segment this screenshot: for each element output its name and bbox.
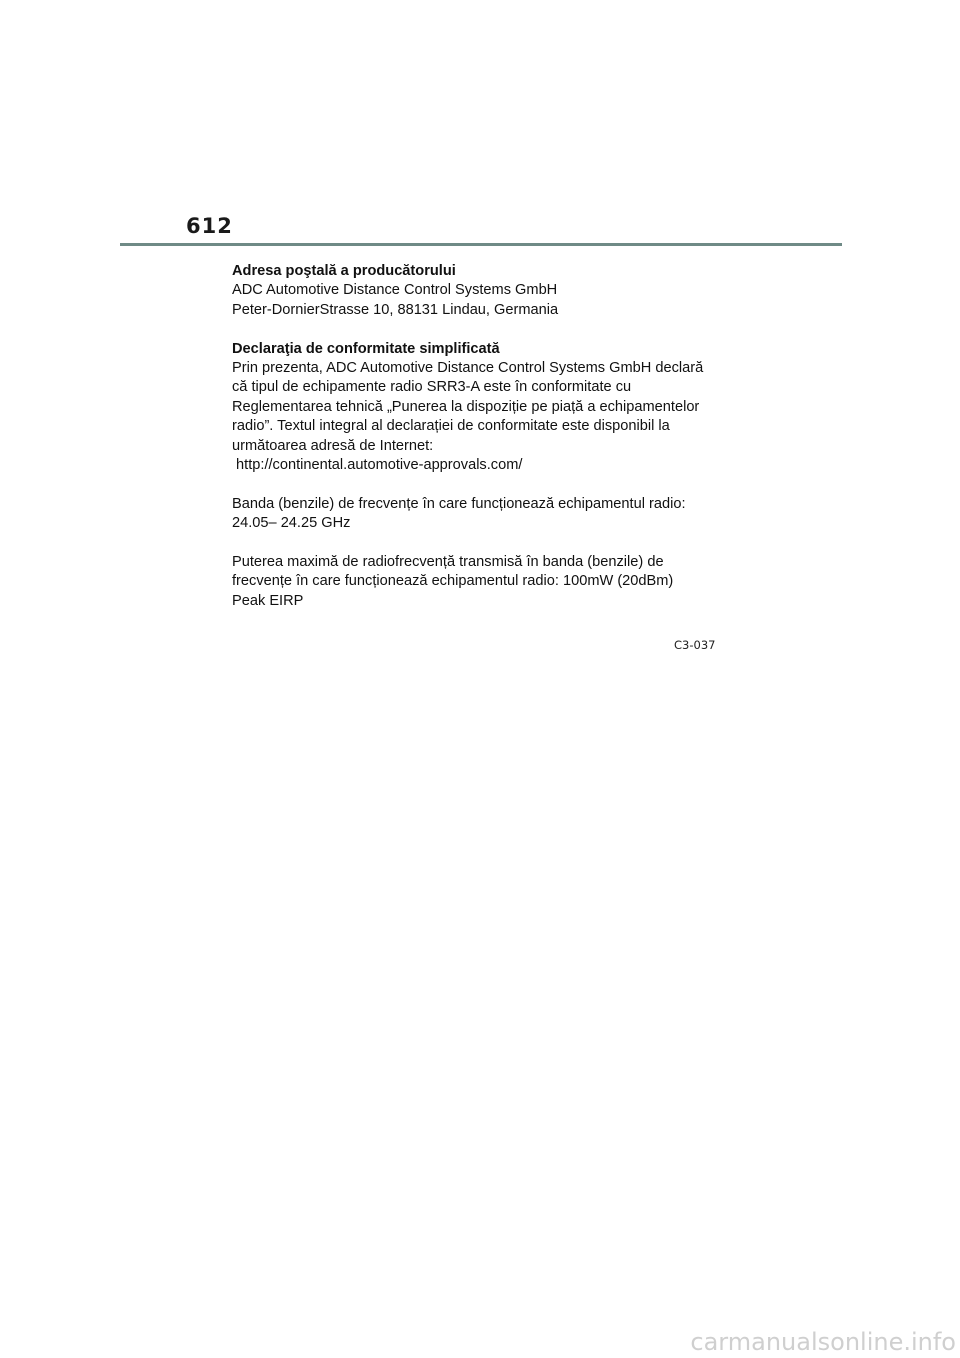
frequency-line: Banda (benzile) de frecvențe în care funcționează echipamentul radio: — [232, 495, 686, 512]
declaration-url: http://continental.automotive-approvals.com/ — [232, 457, 523, 474]
header-rule — [120, 243, 842, 246]
manufacturer-address-block — [232, 262, 752, 320]
manufacturer-line: Peter-DornierStrasse 10, 88131 Lindau, Germania — [232, 301, 559, 318]
page-content — [232, 262, 752, 631]
manufacturer-line: ADC Automotive Distance Control Systems GmbH — [232, 282, 558, 299]
declaration-heading: Declaraţia de conformitate simplificată — [232, 340, 500, 357]
declaration-line: radio”. Textul integral al declarației de conformitate este disponibil la — [232, 418, 670, 435]
frequency-value: 24.05– 24.25 GHz — [232, 515, 351, 532]
declaration-line: că tipul de echipamente radio SRR3-A este în conformitate cu — [232, 379, 632, 396]
declaration-line: următoarea adresă de Internet: — [232, 437, 434, 454]
declaration-block — [232, 340, 752, 476]
page-number: 612 — [186, 214, 233, 238]
power-line: Peak EIRP — [232, 592, 304, 609]
power-line: Puterea maximă de radiofrecvență transmisă în banda (benzile) de — [232, 554, 664, 571]
document-code: C3-037 — [674, 638, 716, 652]
frequency-block — [232, 495, 752, 534]
declaration-line: Reglementarea tehnică „Punerea la dispoziție pe piață a echipamentelor — [232, 398, 700, 415]
power-block — [232, 553, 752, 611]
power-line: frecvențe în care funcționează echipamentul radio: 100mW (20dBm) — [232, 573, 674, 590]
watermark: carmanualsonline.info — [690, 1328, 956, 1356]
manufacturer-heading: Adresa poştală a producătorului — [232, 263, 456, 279]
declaration-line: Prin prezenta, ADC Automotive Distance Control Systems GmbH declară — [232, 360, 704, 377]
